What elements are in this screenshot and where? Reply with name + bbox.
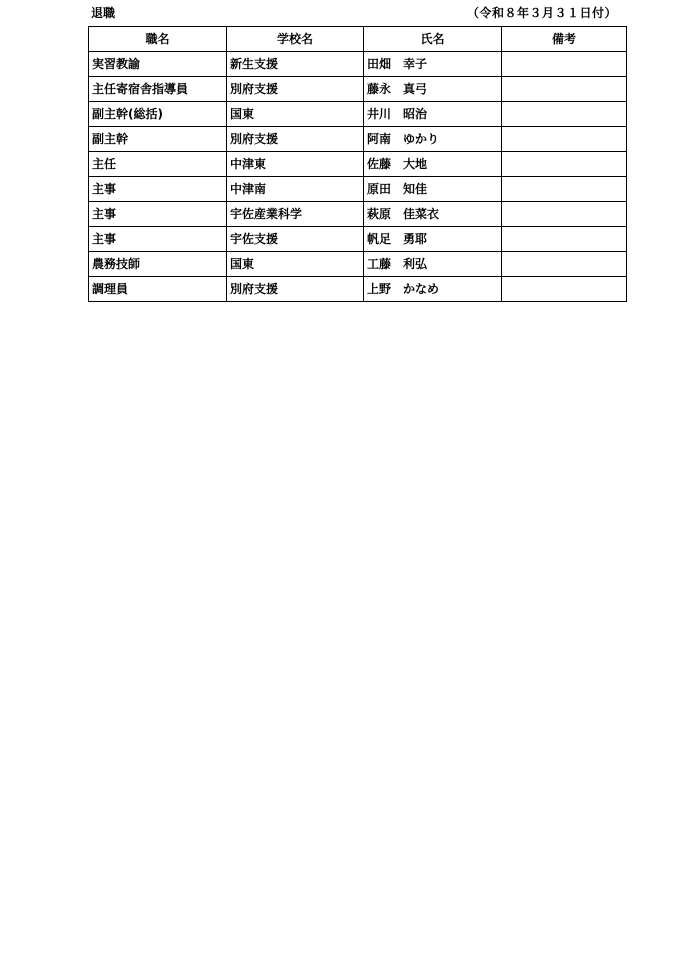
table-row [89,127,627,152]
table-row [89,102,627,127]
position-cell: 農務技師 [89,252,227,277]
table-header-row [89,27,627,52]
name-cell: 原田 知佳 [364,177,502,202]
header-position: 職名 [89,27,227,52]
retirement-table [88,26,627,302]
position-cell: 実習教諭 [89,52,227,77]
position-cell: 主任 [89,152,227,177]
school-cell: 新生支援 [227,52,364,77]
page-title: 退職 [91,6,116,20]
position-cell: 主事 [89,227,227,252]
name-cell: 阿南 ゆかり [364,127,502,152]
school-cell: 別府支援 [227,127,364,152]
table-row [89,52,627,77]
name-cell: 藤永 真弓 [364,77,502,102]
name-cell: 井川 昭治 [364,102,502,127]
table-row [89,77,627,102]
school-cell: 中津東 [227,152,364,177]
remarks-cell [502,277,627,302]
remarks-cell [502,127,627,152]
position-cell: 副主幹(総括) [89,102,227,127]
remarks-cell [502,77,627,102]
table-row [89,202,627,227]
name-cell: 萩原 佳菜衣 [364,202,502,227]
remarks-cell [502,177,627,202]
name-cell: 田畑 幸子 [364,52,502,77]
table-row [89,177,627,202]
name-cell: 佐藤 大地 [364,152,502,177]
school-cell: 中津南 [227,177,364,202]
remarks-cell [502,227,627,252]
header-school: 学校名 [227,27,364,52]
position-cell: 主任寄宿舎指導員 [89,77,227,102]
name-cell: 工藤 利弘 [364,252,502,277]
remarks-cell [502,102,627,127]
school-cell: 宇佐支援 [227,227,364,252]
position-cell: 調理員 [89,277,227,302]
school-cell: 国東 [227,102,364,127]
header-remarks: 備考 [502,27,627,52]
table-row [89,152,627,177]
school-cell: 国東 [227,252,364,277]
position-cell: 主事 [89,177,227,202]
school-cell: 別府支援 [227,277,364,302]
remarks-cell [502,52,627,77]
remarks-cell [502,252,627,277]
remarks-cell [502,152,627,177]
remarks-cell [502,202,627,227]
name-cell: 上野 かなめ [364,277,502,302]
name-cell: 帆足 勇耶 [364,227,502,252]
position-cell: 副主幹 [89,127,227,152]
table-row [89,277,627,302]
table-row [89,252,627,277]
table-row [89,227,627,252]
header-name: 氏名 [364,27,502,52]
position-cell: 主事 [89,202,227,227]
effective-date: （令和８年３月３１日付） [466,6,617,20]
school-cell: 別府支援 [227,77,364,102]
school-cell: 宇佐産業科学 [227,202,364,227]
